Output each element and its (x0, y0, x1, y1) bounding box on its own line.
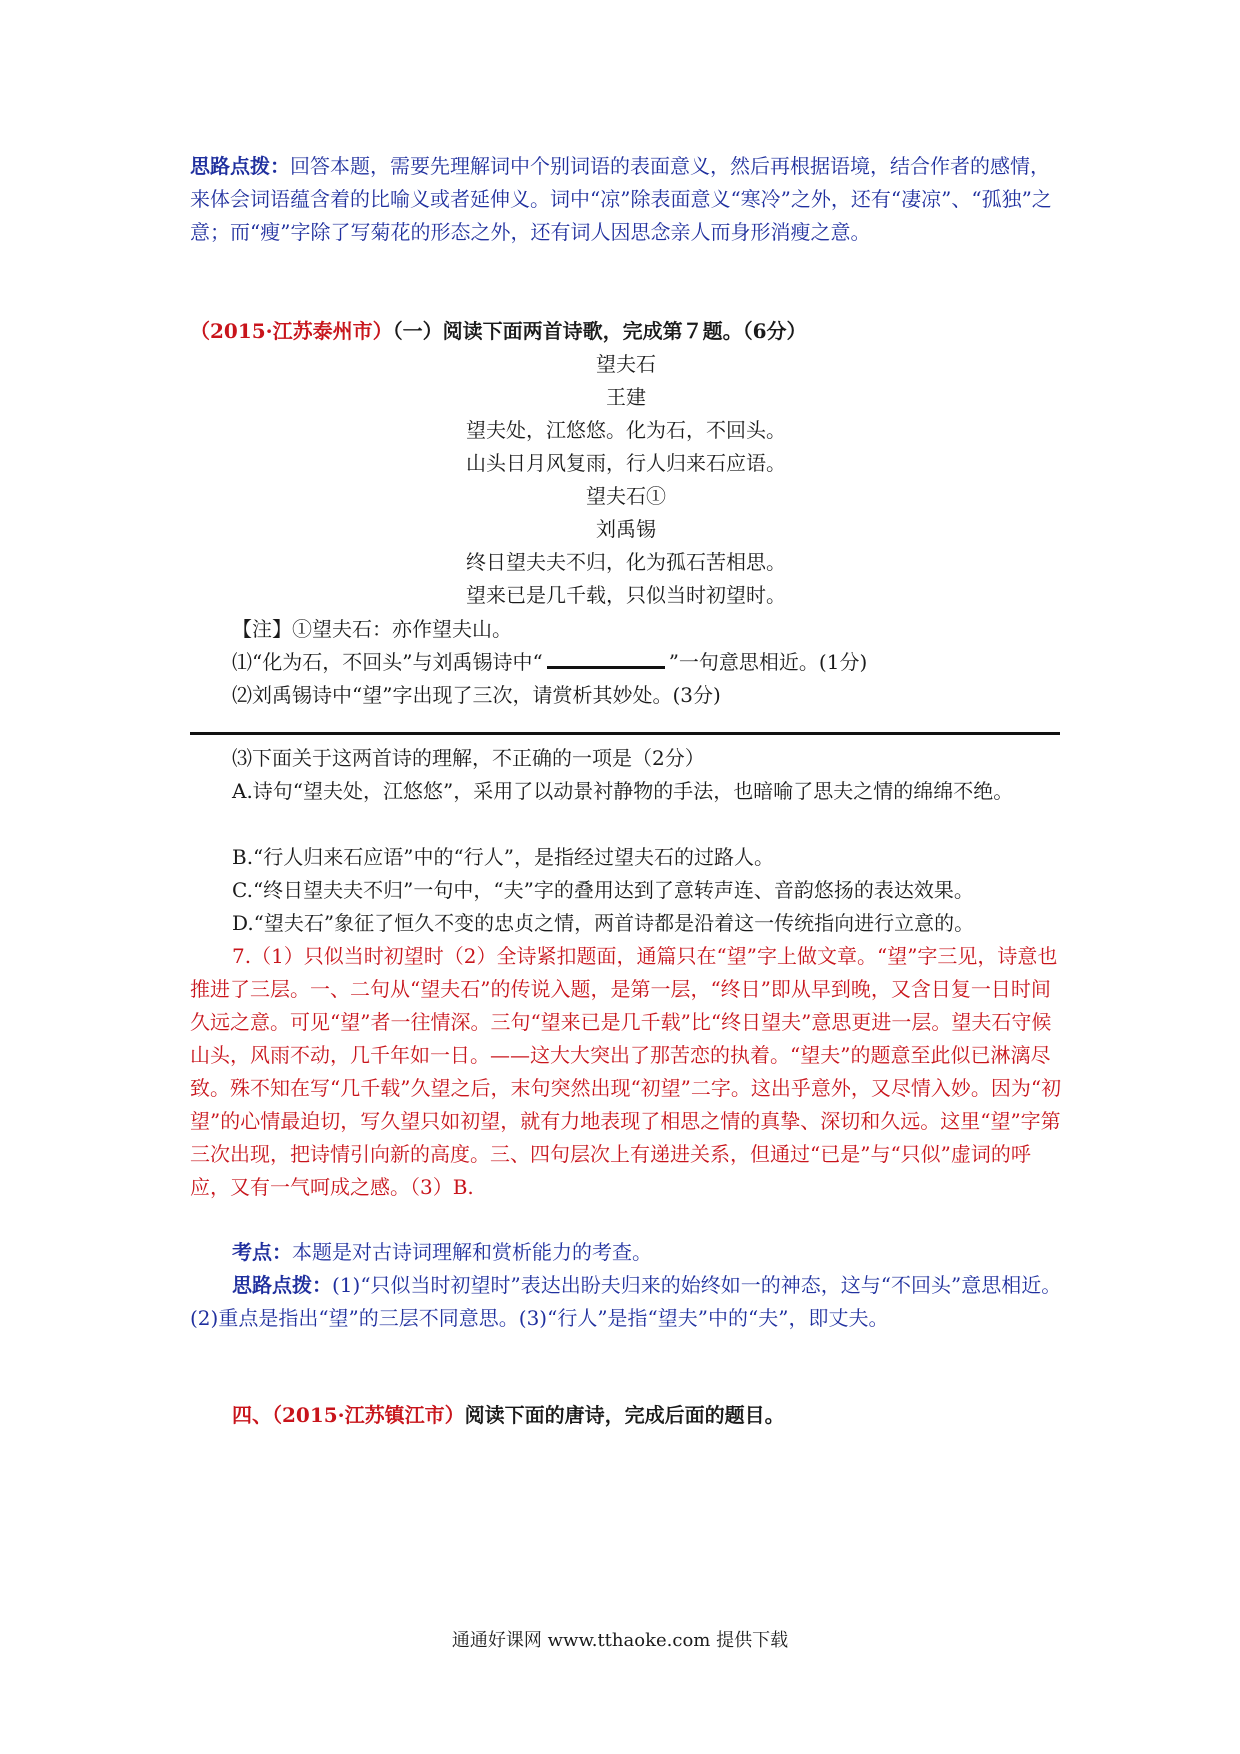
poem-1-line-2: 山头日月风复雨，行人归来石应语。 (466, 451, 786, 475)
poem-2-line-2: 望来已是几千载，只似当时初望时。 (466, 583, 786, 607)
hint-paragraph-1 (190, 150, 1062, 249)
poem-2-title: 望夫石① (586, 484, 666, 508)
section-4-instruction: 阅读下面的唐诗，完成后面的题目。 (464, 1403, 785, 1427)
question-3: ⑶下面关于这两首诗的理解，不正确的一项是（2分） (232, 746, 705, 770)
question-1 (190, 646, 1104, 679)
question-2: ⑵刘禹锡诗中“望”字出现了三次，请赏析其妙处。(3分) (232, 683, 721, 707)
hint-label-2: 思路点拨： (232, 1273, 332, 1297)
section-4-number: 四、 (232, 1403, 272, 1427)
exam-source: （2015·江苏泰州市） (190, 319, 393, 343)
option-a: A.诗句“望夫处，江悠悠”，采用了以动景衬静物的手法，也暗喻了思夫之情的绵绵不绝。 (232, 779, 1014, 803)
hint-text: 回答本题，需要先理解词中个别词语的表面意义，然后再根据语境，结合作者的感情，来体会词语蕴含着的比喻义或者延伸义。词中“凉”除表面意义“寒冷”之外，还有“凄凉”、“孤独”之意；而“瘦”字除了写菊花的形态之外，还有词人因思念亲人而身形消瘦之意。 (190, 154, 1052, 244)
poem-1-title: 望夫石 (596, 352, 656, 376)
option-d: D.“望夫石”象征了恒久不变的忠贞之情，两首诗都是沿着这一传统指向进行立意的。 (232, 911, 975, 935)
kaodian-paragraph (190, 1236, 1062, 1269)
section-4-heading (190, 1399, 1104, 1432)
answer-line (190, 732, 1060, 735)
kaodian-label: 考点： (232, 1240, 292, 1264)
answer-blank (547, 648, 665, 669)
page-footer: 通通好课网 www.tthaoke.com 提供下载 (451, 1630, 789, 1651)
poem-2-line-1: 终日望夫夫不归，化为孤石苦相思。 (466, 550, 786, 574)
poem-1-line-1: 望夫处，江悠悠。化为石，不回头。 (466, 418, 786, 442)
poem-1-author: 王建 (606, 385, 646, 409)
poem-2-author: 刘禹锡 (596, 517, 656, 541)
question-1-before: ⑴“化为石，不回头”与刘禹锡诗中“ (232, 650, 543, 674)
section-4-source: （2015·江苏镇江市） (272, 1403, 465, 1427)
answer-paragraph: 7.（1）只似当时初望时（2）全诗紧扣题面，通篇只在“望”字上做文章。“望”字三见，诗意也推进了三层。一、二句从“望夫石”的传说入题，是第一层，“终日”即从早到晚，又含日复一日时间久远之意。可见“望”者一往情深。三句“望来已是几千载”比“终日望夫”意思更进一层。望夫石守候山头，风雨不动，几千年如一日。——这大大突出了那苦恋的执着。“望夫”的题意至此似已淋漓尽致。殊不知在写“几千载”久望之后，末句突然出现“初望”二字。这出乎意外，又尽情入妙。因为“初望”的心情最迫切，写久望只如初望，就有力地表现了相思之情的真挚、深切和久远。这里“望”字第三次出现，把诗情引向新的高度。三、四句层次上有递进关系，但通过“已是”与“只似”虚词的呼应，又有一气呵成之感。（3）B. (190, 944, 1062, 1199)
question-1-after: ”一句意思相近。(1分) (668, 650, 868, 674)
hint-text-2: (1)“只似当时初望时”表达出盼夫归来的始终如一的神态，这与“不回头”意思相近。(2)重点是指出“望”的三层不同意思。(3)“行人”是指“望夫”中的“夫”，即丈夫。 (190, 1273, 1062, 1330)
option-c: C.“终日望夫夫不归”一句中，“夫”字的叠用达到了意转声连、音韵悠扬的表达效果。 (232, 878, 974, 902)
option-b: B.“行人归来石应语”中的“行人”，是指经过望夫石的过路人。 (232, 845, 774, 869)
kaodian-text: 本题是对古诗词理解和赏析能力的考查。 (292, 1240, 652, 1264)
section-instruction: （一）阅读下面两首诗歌，完成第７题。（6分） (392, 319, 807, 343)
section-heading (190, 315, 1062, 348)
hint-label: 思路点拨： (190, 154, 290, 178)
hint-paragraph-2 (190, 1269, 1062, 1335)
poem-note: 【注】①望夫石：亦作望夫山。 (232, 617, 512, 641)
